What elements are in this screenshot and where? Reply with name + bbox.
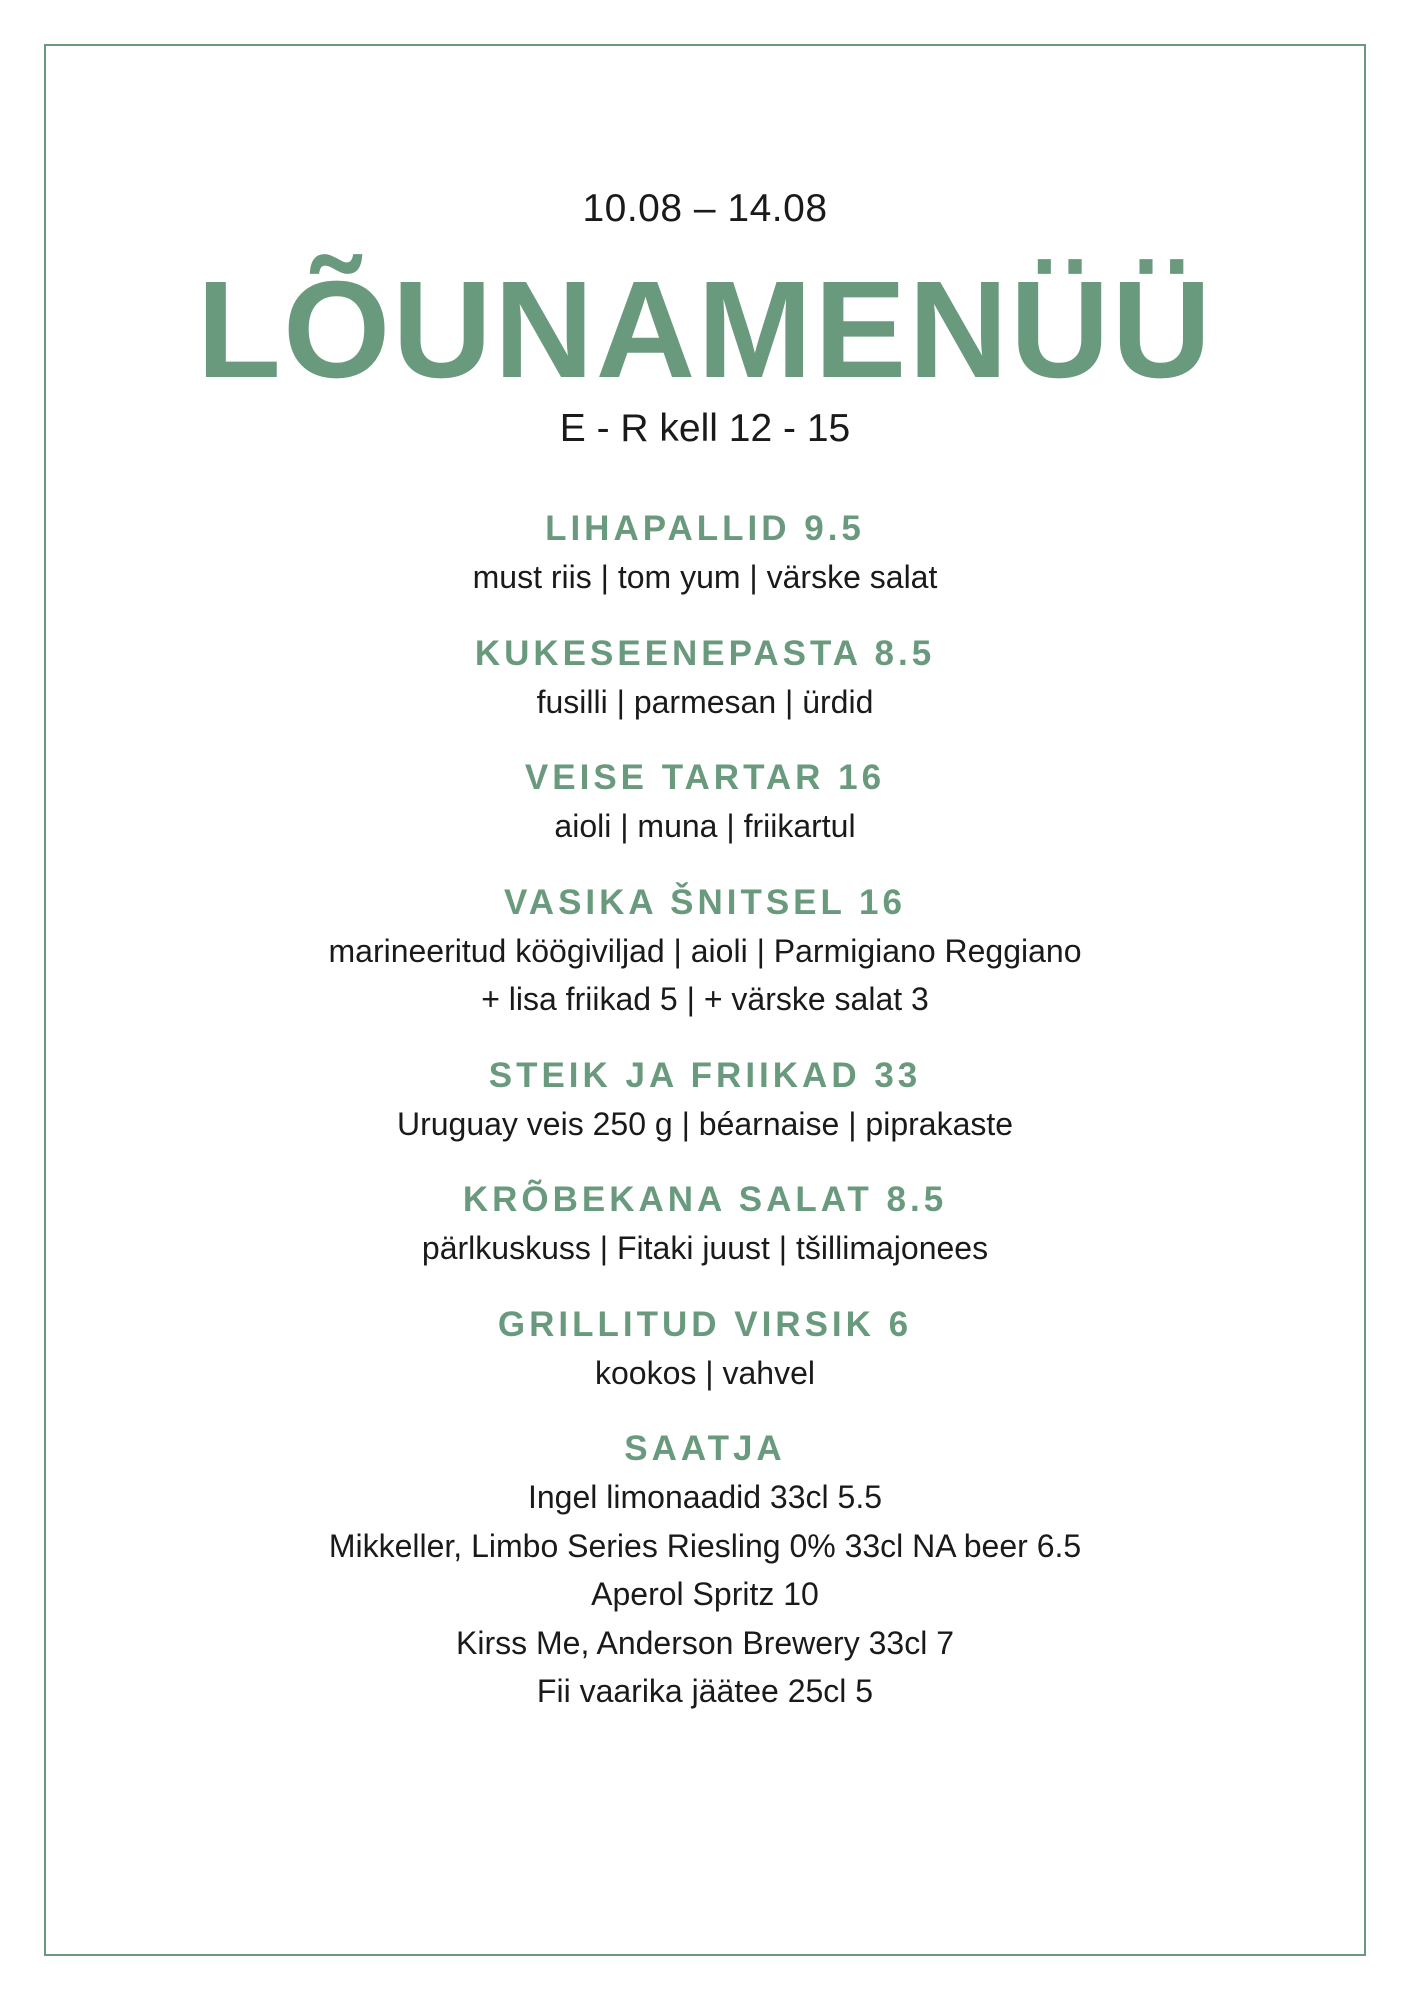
- menu-item-description: pärlkuskuss | Fitaki juust | tšillimajonees: [421, 1230, 989, 1266]
- menu-item-name: LIHAPALLID 9.5: [545, 509, 865, 548]
- menu-item: [0, 1176, 1410, 1273]
- menu-item-name: GRILLITUD VIRSIK 6: [497, 1304, 913, 1344]
- menu-item: [0, 505, 1410, 602]
- drink-item: Aperol Spritz 10: [591, 1576, 819, 1612]
- menu-item-name: STEIK JA FRIIKAD 33: [488, 1055, 922, 1095]
- menu-item: [0, 754, 1410, 851]
- serving-hours: E - R kell 12 - 15: [559, 407, 851, 450]
- drinks-section-title: SAATJA: [624, 1429, 786, 1468]
- menu-item-description: kookos | vahvel: [595, 1354, 815, 1391]
- menu-item-description: marineeritud köögiviljad | aioli | Parmigiano Reggiano: [328, 932, 1082, 969]
- menu-item-name: KUKESEENEPASTA 8.5: [474, 633, 936, 673]
- menu-item-description: Uruguay veis 250 g | béarnaise | piprakaste: [396, 1105, 1014, 1142]
- menu-item-description: fusilli | parmesan | ürdid: [536, 683, 874, 720]
- menu-item-extras: + lisa friikad 5 | + värske salat 3: [481, 981, 929, 1017]
- menu-list: [0, 505, 1410, 1744]
- menu-item: [0, 1052, 1410, 1149]
- menu-item-description: aioli | muna | friikartul: [554, 808, 856, 844]
- drink-item: Ingel limonaadid 33cl 5.5: [527, 1479, 882, 1515]
- date-range: 10.08 – 14.08: [582, 187, 828, 230]
- drink-item: Fii vaarika jäätee 25cl 5: [536, 1673, 874, 1709]
- menu-item-description: must riis | tom yum | värske salat: [472, 559, 938, 595]
- page-title: LÕUNAMENÜÜ: [196, 253, 1214, 407]
- drinks-section: [0, 1425, 1410, 1716]
- menu-item-name: KRÕBEKANA SALAT 8.5: [462, 1180, 948, 1219]
- drink-item: Mikkeller, Limbo Series Riesling 0% 33cl NA beer 6.5: [328, 1527, 1082, 1564]
- menu-item: [0, 1301, 1410, 1398]
- menu-item: [0, 630, 1410, 727]
- menu-item-name: VEISE TARTAR 16: [524, 758, 886, 797]
- menu-item: [0, 879, 1410, 1024]
- drink-item: Kirss Me, Anderson Brewery 33cl 7: [456, 1624, 954, 1661]
- menu-item-name: VASIKA ŠNITSEL 16: [504, 882, 906, 922]
